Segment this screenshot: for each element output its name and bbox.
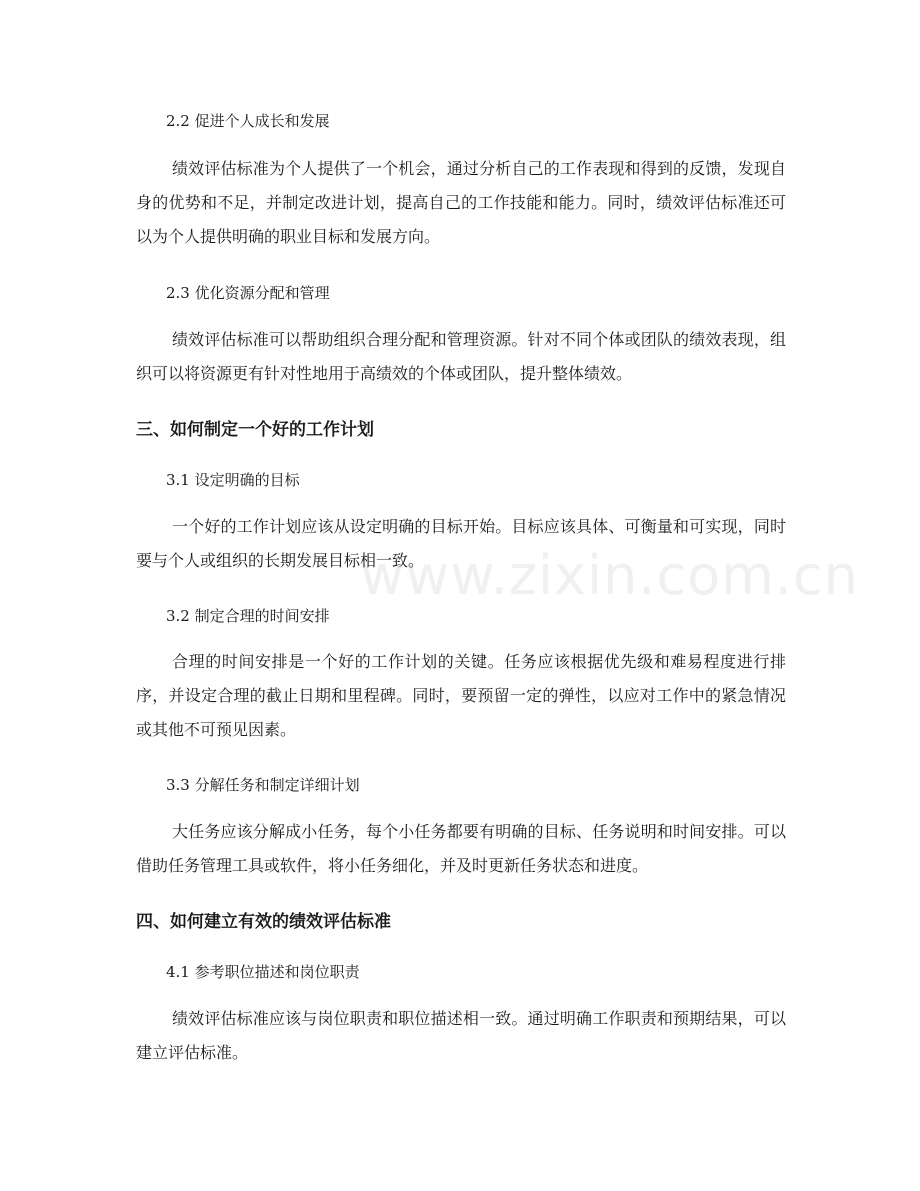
- paragraph-3-2: 合理的时间安排是一个好的工作计划的关键。任务应该根据优先级和难易程度进行排序，并设定合理的截止日期和里程碑。同时，要预留一定的弹性，以应对工作中的紧急情况或其他不可预见因素。: [136, 652, 786, 739]
- subheading-3-2: 3.2 制定合理的时间安排: [166, 607, 330, 625]
- paragraph-3-1: 一个好的工作计划应该从设定明确的目标开始。目标应该具体、可衡量和可实现，同时要与个人或组织的长期发展目标相一致。: [136, 517, 786, 570]
- paragraph-3-3: 大任务应该分解成小任务，每个小任务都要有明确的目标、任务说明和时间安排。可以借助任务管理工具或软件，将小任务细化，并及时更新任务状态和进度。: [136, 822, 786, 875]
- paragraph-4-1: 绩效评估标准应该与岗位职责和职位描述相一致。通过明确工作职责和预期结果，可以建立评估标准。: [136, 1009, 786, 1062]
- watermark: www.zixin.com.cn: [360, 544, 859, 607]
- subheading-2-2: 2.2 促进个人成长和发展: [166, 112, 330, 130]
- subheading-3-3: 3.3 分解任务和制定详细计划: [166, 776, 360, 794]
- paragraph-2-3: 绩效评估标准可以帮助组织合理分配和管理资源。针对不同个体或团队的绩效表现，组织可以将资源更有针对性地用于高绩效的个体或团队，提升整体绩效。: [136, 330, 786, 383]
- section-heading-3: 三、如何制定一个好的工作计划: [136, 420, 374, 440]
- section-heading-4: 四、如何建立有效的绩效评估标准: [136, 912, 391, 932]
- paragraph-2-2: 绩效评估标准为个人提供了一个机会，通过分析自己的工作表现和得到的反馈，发现自身的优势和不足，并制定改进计划，提高自己的工作技能和能力。同时，绩效评估标准还可以为个人提供明确的职业目标和发展方向。: [136, 159, 786, 246]
- subheading-2-3: 2.3 优化资源分配和管理: [166, 284, 330, 302]
- subheading-4-1: 4.1 参考职位描述和岗位职责: [166, 963, 360, 981]
- subheading-3-1: 3.1 设定明确的目标: [166, 471, 300, 489]
